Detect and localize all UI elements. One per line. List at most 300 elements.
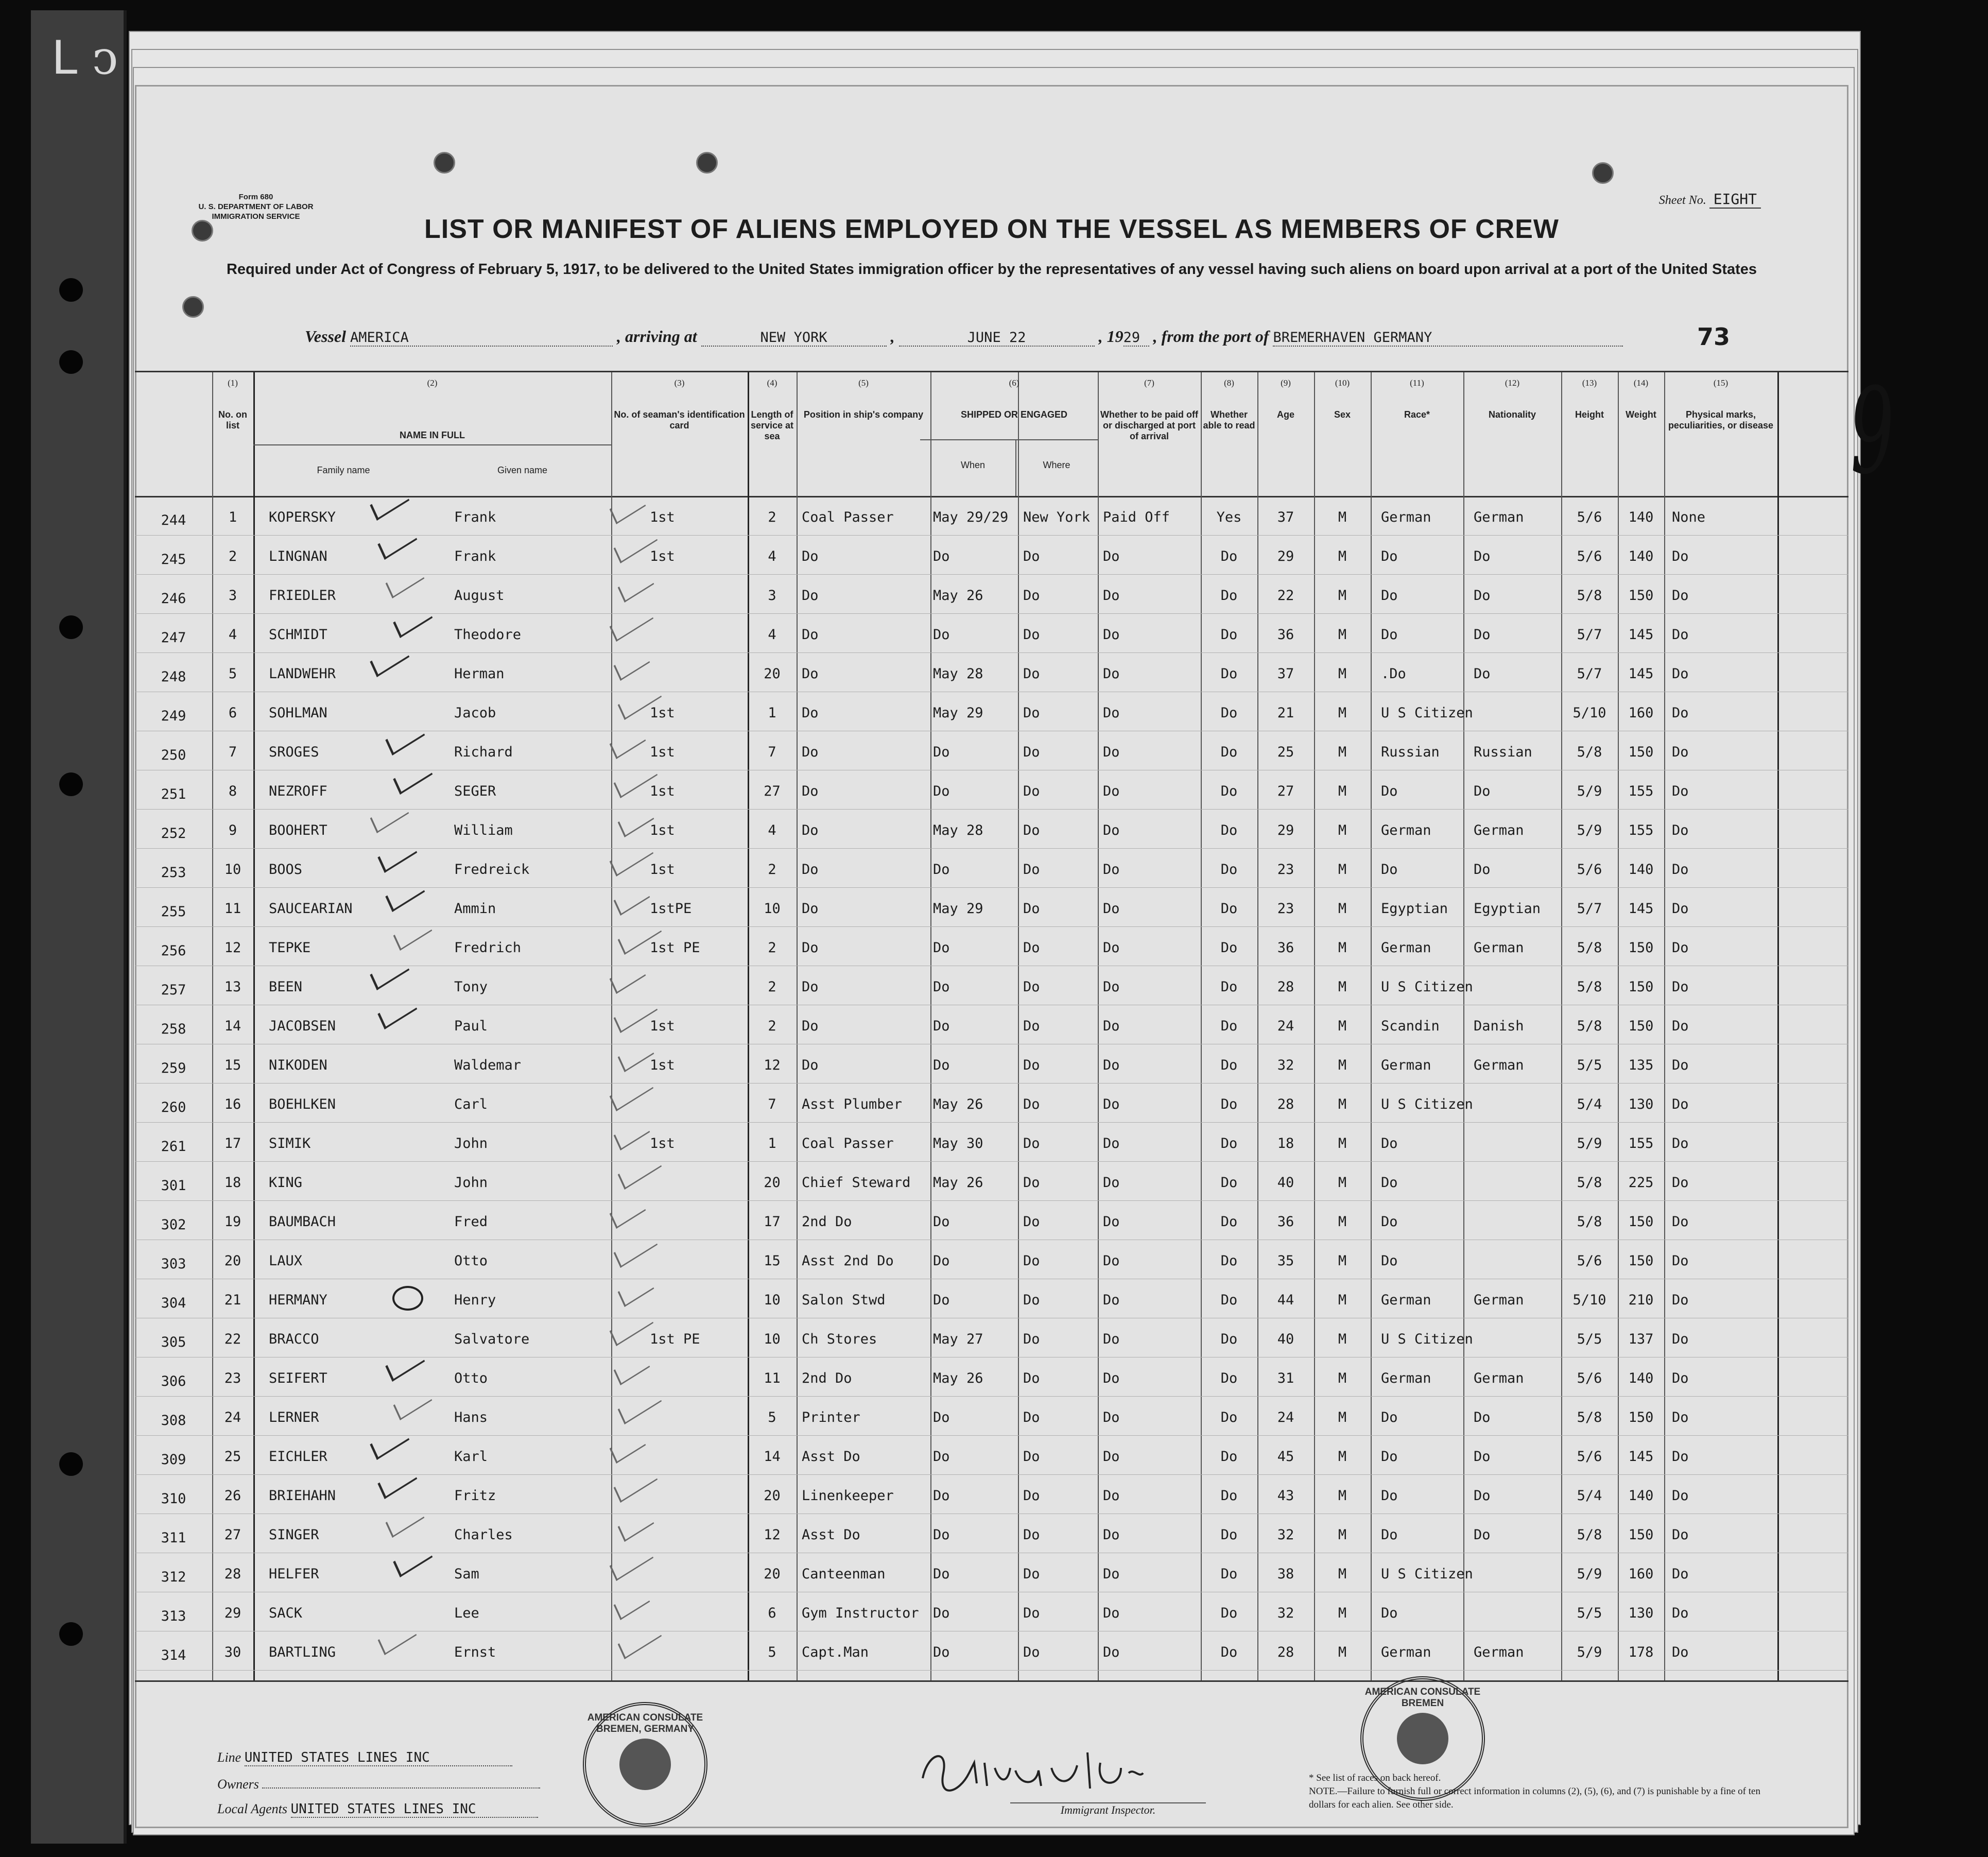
cell-no: 26 (224, 1488, 241, 1504)
cell-read: Do (1220, 979, 1238, 995)
cell-position: Do (802, 666, 819, 682)
cell-race: U S Citizen (1381, 979, 1473, 995)
header-number-c14: (14) (1633, 378, 1649, 388)
cell-race: U S Citizen (1381, 705, 1473, 721)
cell-paid: Do (1103, 979, 1120, 995)
cell-no: 28 (224, 1566, 241, 1582)
shipped-subheader-rule (920, 439, 1098, 440)
binder-strip (31, 10, 127, 1844)
cell-age: 35 (1277, 1253, 1294, 1269)
table-row (135, 770, 1848, 809)
cell-read: Do (1220, 940, 1238, 956)
cell-card: 1st (650, 548, 675, 564)
cell-height: 5/8 (1577, 1409, 1602, 1425)
cell-read: Do (1220, 1370, 1238, 1386)
footer-line-row (217, 1750, 512, 1766)
manifest-sheet (135, 85, 1900, 1828)
cell-race: Do (1381, 1136, 1398, 1151)
binder-handwriting: ᒪ ↄ (51, 31, 118, 85)
cell-weight: 145 (1628, 1449, 1654, 1465)
cell-no: 13 (224, 979, 241, 995)
check-mark-icon (618, 569, 654, 603)
cell-family: SACK (269, 1605, 303, 1621)
cell-no: 25 (224, 1449, 241, 1465)
check-mark-icon (618, 1508, 654, 1542)
header-number-c6: (6) (1009, 378, 1019, 388)
cell-family: SCHMIDT (269, 627, 327, 643)
cell-position: Coal Passer (802, 509, 894, 525)
cell-family: BOOS (269, 862, 303, 878)
cell-family: JACOBSEN (269, 1018, 336, 1034)
cell-position: Chief Steward (802, 1175, 911, 1191)
cell-position: Capt.Man (802, 1644, 869, 1660)
cell-when: May 30 (933, 1136, 983, 1151)
cell-family: LANDWEHR (269, 666, 336, 682)
line-value: UNITED STATES LINES INC (245, 1750, 512, 1766)
cell-sex: M (1338, 1292, 1347, 1308)
cell-nationality: Danish (1474, 1018, 1524, 1034)
name-subheader-rule (253, 444, 611, 445)
cell-where: Do (1023, 1292, 1040, 1308)
cell-service: 3 (768, 588, 776, 604)
cell-height: 5/4 (1577, 1488, 1602, 1504)
header-c8: Whether able to read (1203, 409, 1255, 431)
cell-position: Do (802, 783, 819, 799)
punch-hole (434, 152, 455, 174)
cell-marks: Do (1672, 822, 1689, 838)
cell-age: 31 (1277, 1370, 1294, 1386)
cell-no: 16 (224, 1096, 241, 1112)
cell-position: Do (802, 548, 819, 564)
cell-weight: 145 (1628, 666, 1654, 682)
departure-port: BREMERHAVEN GERMANY (1273, 330, 1623, 347)
cell-given: Otto (454, 1370, 488, 1386)
check-mark-icon (614, 1117, 650, 1150)
cell-when: Do (933, 1214, 950, 1230)
cell-position: Do (802, 822, 819, 838)
cell-where: Do (1023, 1527, 1040, 1543)
cell-read: Do (1220, 1488, 1238, 1504)
cell-weight: 145 (1628, 627, 1654, 643)
header-c10: Sex (1334, 409, 1351, 420)
cell-nationality: German (1474, 1057, 1524, 1073)
cell-sex: M (1338, 1449, 1347, 1465)
cell-when: Do (933, 1488, 950, 1504)
table-row (135, 1318, 1848, 1357)
cell-ref: 303 (161, 1256, 186, 1272)
cell-weight: 137 (1628, 1331, 1654, 1347)
cell-height: 5/6 (1577, 548, 1602, 564)
cell-weight: 150 (1628, 979, 1654, 995)
cell-height: 5/6 (1577, 1370, 1602, 1386)
cell-read: Do (1220, 666, 1238, 682)
cell-weight: 150 (1628, 1214, 1654, 1230)
cell-sex: M (1338, 1253, 1347, 1269)
cell-paid: Do (1103, 1214, 1120, 1230)
cell-position: Gym Instructor (802, 1605, 919, 1621)
cell-sex: M (1338, 548, 1347, 564)
cell-ref: 256 (161, 943, 186, 959)
cell-position: Do (802, 901, 819, 917)
cell-where: Do (1023, 1370, 1040, 1386)
cell-weight: 150 (1628, 1527, 1654, 1543)
cell-given: Fredreick (454, 862, 530, 878)
cell-service: 7 (768, 1096, 776, 1112)
table-row (135, 1122, 1848, 1161)
cell-age: 18 (1277, 1136, 1294, 1151)
cell-when: Do (933, 1409, 950, 1425)
page-subtitle: Required under Act of Congress of February 5, 1917, to be delivered to the United States immigration officer by the representatives of any vessel having such aliens on board upon arrival at a port of the United States (226, 261, 1757, 278)
cell-family: BOOHERT (269, 822, 327, 838)
cell-when: May 27 (933, 1331, 983, 1347)
check-mark-icon (610, 1430, 646, 1464)
cell-marks: Do (1672, 1409, 1689, 1425)
cell-paid: Do (1103, 588, 1120, 604)
cell-no: 4 (228, 627, 237, 643)
cell-age: 28 (1277, 1644, 1294, 1660)
cell-read: Do (1220, 588, 1238, 604)
header-c12: Nationality (1488, 409, 1536, 420)
subheader-c6a: When (960, 460, 986, 470)
cell-no: 3 (228, 588, 237, 604)
cell-position: Ch Stores (802, 1331, 877, 1347)
cell-no: 1 (228, 509, 237, 525)
check-mark-icon (614, 1587, 650, 1620)
cell-sex: M (1338, 1644, 1347, 1660)
cell-weight: 160 (1628, 705, 1654, 721)
subheader-c2b: Given name (497, 465, 548, 475)
cell-given: Henry (454, 1292, 496, 1308)
cell-read: Do (1220, 1409, 1238, 1425)
cell-where: New York (1023, 509, 1091, 525)
cell-age: 21 (1277, 705, 1294, 721)
cell-weight: 140 (1628, 1370, 1654, 1386)
cell-where: Do (1023, 940, 1040, 956)
cell-when: Do (933, 783, 950, 799)
cell-height: 5/7 (1577, 627, 1602, 643)
cell-paid: Do (1103, 1096, 1120, 1112)
arrival-date: JUNE 22 (899, 330, 1095, 347)
cell-where: Do (1023, 901, 1040, 917)
cell-race: German (1381, 1644, 1431, 1660)
cell-race: Do (1381, 862, 1398, 878)
cell-card: 1st (650, 862, 675, 878)
cell-given: Paul (454, 1018, 488, 1034)
cell-age: 23 (1277, 901, 1294, 917)
cell-age: 37 (1277, 509, 1294, 525)
cell-age: 25 (1277, 744, 1294, 760)
cell-given: Ernst (454, 1644, 496, 1660)
cell-given: August (454, 588, 505, 604)
check-mark-icon (614, 1352, 650, 1385)
cell-nationality: Do (1474, 627, 1491, 643)
cell-position: Salon Stwd (802, 1292, 886, 1308)
cell-family: SIMIK (269, 1136, 311, 1151)
table-row (135, 652, 1848, 692)
cell-service: 27 (764, 783, 781, 799)
cell-marks: Do (1672, 1253, 1689, 1269)
cell-sex: M (1338, 1488, 1347, 1504)
table-row (135, 1044, 1848, 1083)
cell-age: 28 (1277, 979, 1294, 995)
cell-ref: 310 (161, 1491, 186, 1507)
cell-card: 1st (650, 822, 675, 838)
cell-given: William (454, 822, 513, 838)
cell-family: BEEN (269, 979, 303, 995)
cell-given: Hans (454, 1409, 488, 1425)
cell-sex: M (1338, 1175, 1347, 1191)
cell-where: Do (1023, 1214, 1040, 1230)
line-label: Line (217, 1750, 241, 1765)
cell-read: Do (1220, 901, 1238, 917)
page-number: 73 (1697, 323, 1730, 351)
cell-where: Do (1023, 1018, 1040, 1034)
cell-service: 10 (764, 1292, 781, 1308)
cell-service: 20 (764, 1488, 781, 1504)
cell-nationality: German (1474, 509, 1524, 525)
table-row (135, 1200, 1848, 1240)
cell-paid: Do (1103, 1370, 1120, 1386)
cell-nationality: Do (1474, 1449, 1491, 1465)
cell-paid: Do (1103, 1605, 1120, 1621)
cell-race: German (1381, 940, 1431, 956)
cell-read: Do (1220, 1214, 1238, 1230)
cell-race: .Do (1381, 666, 1406, 682)
table-row (135, 926, 1848, 966)
table-row (135, 1514, 1848, 1553)
cell-marks: Do (1672, 548, 1689, 564)
subheader-c2a: Family name (317, 465, 370, 475)
cell-given: Fred (454, 1214, 488, 1230)
cell-no: 6 (228, 705, 237, 721)
cell-nationality: Do (1474, 1527, 1491, 1543)
cell-family: SEIFERT (269, 1370, 327, 1386)
cell-weight: 155 (1628, 783, 1654, 799)
cell-family: NIKODEN (269, 1057, 327, 1073)
cell-ref: 248 (161, 669, 186, 685)
cell-ref: 302 (161, 1217, 186, 1233)
cell-position: Do (802, 862, 819, 878)
cell-race: U S Citizen (1381, 1566, 1473, 1582)
cell-ref: 311 (161, 1530, 186, 1546)
cell-sex: M (1338, 1136, 1347, 1151)
check-mark-icon (610, 491, 646, 524)
cell-when: May 28 (933, 822, 983, 838)
cell-family: NEZROFF (269, 783, 327, 799)
cell-given: John (454, 1175, 488, 1191)
cell-race: German (1381, 822, 1431, 838)
cell-no: 7 (228, 744, 237, 760)
cell-age: 43 (1277, 1488, 1294, 1504)
arriving-label: , arriving at (617, 327, 697, 346)
cell-ref: 257 (161, 982, 186, 998)
table-row (135, 1357, 1848, 1396)
cell-when: May 26 (933, 1175, 983, 1191)
cell-sex: M (1338, 1057, 1347, 1073)
footer-notes (1309, 1772, 1772, 1812)
cell-where: Do (1023, 1488, 1040, 1504)
cell-age: 32 (1277, 1527, 1294, 1543)
table-row (135, 1435, 1848, 1474)
cell-nationality: Do (1474, 548, 1491, 564)
cell-no: 23 (224, 1370, 241, 1386)
cell-paid: Do (1103, 1527, 1120, 1543)
cell-ref: 244 (161, 512, 186, 528)
header-c9: Age (1276, 409, 1294, 420)
cell-position: Do (802, 705, 819, 721)
cell-no: 18 (224, 1175, 241, 1191)
cell-race: Russian (1381, 744, 1440, 760)
cell-marks: Do (1672, 588, 1689, 604)
cell-service: 5 (768, 1644, 776, 1660)
cell-paid: Do (1103, 1018, 1120, 1034)
cell-given: John (454, 1136, 488, 1151)
cell-paid: Do (1103, 1057, 1120, 1073)
cell-family: LAUX (269, 1253, 303, 1269)
cell-given: Karl (454, 1449, 488, 1465)
cell-race: German (1381, 1370, 1431, 1386)
cell-no: 24 (224, 1409, 241, 1425)
header-c13: Height (1575, 409, 1604, 420)
cell-race: Do (1381, 588, 1398, 604)
cell-given: Jacob (454, 705, 496, 721)
cell-card: 1st PE (650, 1331, 700, 1347)
table-row (135, 1279, 1848, 1318)
cell-sex: M (1338, 744, 1347, 760)
cell-family: TEPKE (269, 940, 311, 956)
cell-race: Do (1381, 1527, 1398, 1543)
cell-where: Do (1023, 1566, 1040, 1582)
note-races: * See list of races on back hereof. (1309, 1773, 1441, 1783)
cell-family: BARTLING (269, 1644, 336, 1660)
cell-service: 4 (768, 627, 776, 643)
cell-height: 5/5 (1577, 1605, 1602, 1621)
cell-position: Do (802, 744, 819, 760)
cell-read: Do (1220, 1527, 1238, 1543)
consulate-seal-left (583, 1702, 707, 1827)
cell-read: Do (1220, 1449, 1238, 1465)
cell-nationality: Egyptian (1474, 901, 1541, 917)
cell-weight: 140 (1628, 1488, 1654, 1504)
cell-weight: 160 (1628, 1566, 1654, 1582)
cell-read: Do (1220, 1253, 1238, 1269)
cell-service: 20 (764, 666, 781, 682)
cell-given: Lee (454, 1605, 479, 1621)
cell-ref: 314 (161, 1647, 186, 1663)
cell-family: FRIEDLER (269, 588, 336, 604)
sheet-number-value: EIGHT (1709, 191, 1761, 209)
cell-race: German (1381, 1057, 1431, 1073)
arrival-year: 29 (1123, 330, 1149, 347)
header-number-c9: (9) (1281, 378, 1291, 388)
cell-nationality: Do (1474, 783, 1491, 799)
cell-height: 5/4 (1577, 1096, 1602, 1112)
cell-marks: Do (1672, 1605, 1689, 1621)
footer-agents-row (217, 1801, 538, 1818)
cell-paid: Do (1103, 822, 1120, 838)
cell-race: Do (1381, 1409, 1398, 1425)
cell-paid: Do (1103, 1644, 1120, 1660)
cell-nationality: Do (1474, 862, 1491, 878)
cell-card: 1stPE (650, 901, 692, 917)
cell-given: Ammin (454, 901, 496, 917)
header-c11: Race* (1404, 409, 1430, 420)
cell-ref: 304 (161, 1295, 186, 1311)
circle-mark-icon (392, 1286, 423, 1311)
cell-paid: Do (1103, 744, 1120, 760)
inspector-label: Immigrant Inspector. (1010, 1802, 1206, 1817)
cell-service: 20 (764, 1175, 781, 1191)
cell-paid: Do (1103, 783, 1120, 799)
cell-height: 5/6 (1577, 1253, 1602, 1269)
cell-weight: 225 (1628, 1175, 1654, 1191)
cell-no: 21 (224, 1292, 241, 1308)
cell-when: May 26 (933, 1370, 983, 1386)
cell-marks: Do (1672, 1488, 1689, 1504)
cell-race: Do (1381, 1605, 1398, 1621)
cell-paid: Do (1103, 901, 1120, 917)
cell-no: 15 (224, 1057, 241, 1073)
cell-weight: 178 (1628, 1644, 1654, 1660)
cell-race: Egyptian (1381, 901, 1448, 917)
cell-position: Asst Do (802, 1527, 860, 1543)
header-number-c4: (4) (767, 378, 777, 388)
cell-race: Do (1381, 1214, 1398, 1230)
cell-position: Printer (802, 1409, 860, 1425)
cell-age: 40 (1277, 1175, 1294, 1191)
vessel-name: AMERICA (350, 330, 613, 347)
cell-sex: M (1338, 1096, 1347, 1112)
inspector-signature (918, 1742, 1144, 1799)
cell-position: Coal Passer (802, 1136, 894, 1151)
cell-no: 20 (224, 1253, 241, 1269)
cell-family: EICHLER (269, 1449, 327, 1465)
table-row (135, 1240, 1848, 1279)
binder-hole (59, 1452, 83, 1476)
cell-read: Do (1220, 1292, 1238, 1308)
cell-ref: 260 (161, 1099, 186, 1115)
cell-when: May 28 (933, 666, 983, 682)
cell-read: Do (1220, 705, 1238, 721)
cell-no: 14 (224, 1018, 241, 1034)
cell-race: Do (1381, 1449, 1398, 1465)
sheet-number (1659, 191, 1761, 208)
cell-when: Do (933, 940, 950, 956)
cell-card: 1st (650, 705, 675, 721)
cell-ref: 255 (161, 904, 186, 920)
cell-age: 32 (1277, 1057, 1294, 1073)
table-row (135, 574, 1848, 613)
cell-read: Do (1220, 862, 1238, 878)
table-row (135, 809, 1848, 848)
cell-marks: None (1672, 509, 1706, 525)
cell-where: Do (1023, 705, 1040, 721)
cell-when: Do (933, 1057, 950, 1073)
cell-age: 28 (1277, 1096, 1294, 1112)
punch-hole (182, 296, 204, 318)
table-row (135, 496, 1848, 535)
page-title: LIST OR MANIFEST OF ALIENS EMPLOYED ON THE VESSEL AS MEMBERS OF CREW (424, 214, 1559, 244)
cell-weight: 150 (1628, 940, 1654, 956)
cell-sex: M (1338, 1331, 1347, 1347)
agents-value: UNITED STATES LINES INC (291, 1801, 538, 1818)
cell-age: 45 (1277, 1449, 1294, 1465)
cell-read: Do (1220, 627, 1238, 643)
check-mark-icon (610, 726, 646, 759)
cell-weight: 135 (1628, 1057, 1654, 1073)
cell-ref: 252 (161, 826, 186, 841)
cell-height: 5/10 (1572, 1292, 1606, 1308)
